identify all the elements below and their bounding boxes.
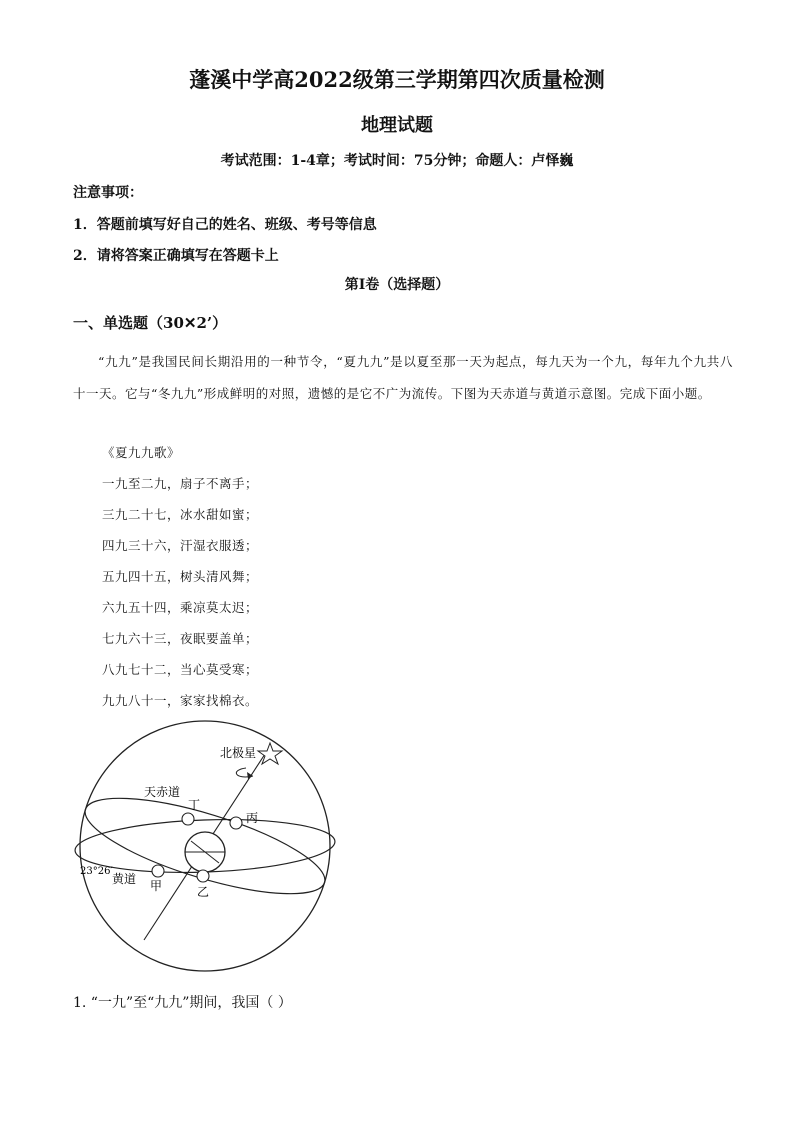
exam-subtitle: 地理试题 (361, 115, 433, 136)
poem-title: 《夏九九歌》 (102, 445, 181, 460)
poem-line: 三九二十七，冰水甜如蜜； (102, 507, 259, 522)
poem-line: 八九七十二，当心莫受寒； (102, 662, 259, 677)
poem-line: 五九四十五，树头清风舞； (102, 569, 259, 584)
jia-label: 甲 (150, 879, 163, 893)
notes-heading: 注意事项： (73, 185, 143, 201)
position-bing-marker (230, 817, 242, 829)
polaris-star-icon (258, 743, 282, 764)
position-yi-marker (197, 870, 209, 882)
poem-line: 七九六十三，夜眠要盖单； (102, 631, 259, 646)
celestial-sphere-diagram (60, 720, 360, 980)
equator-label: 天赤道 (144, 785, 181, 799)
section-title: 一、单选题（30✕2’） (73, 314, 228, 332)
poem-line: 一九至二九，扇子不离手； (102, 476, 259, 491)
exam-meta: 考试范围：1-4章；考试时间：75分钟；命题人：卢怿巍 (220, 153, 574, 169)
position-ding-marker (182, 813, 194, 825)
passage-text: “九九”是我国民间长期沿用的一种节令，“夏九九”是以夏至那一天为起点，每九天为一个九，每年九个九共八十一天。它与“冬九九”形成鲜明的对照，遗憾的是它不广为流传。下图为天赤道与黄道示意图。完成下面小题。 (73, 354, 733, 401)
poem-line: 六九五十四，乘凉莫太迟； (102, 600, 259, 615)
exam-title: 蓬溪中学高2022级第三学期第四次质量检测 (189, 67, 605, 92)
angle-label: 23°26′ (80, 866, 113, 877)
polaris-label: 北极星 (220, 746, 257, 760)
position-jia-marker (152, 865, 164, 877)
note-item: 2．请将答案正确填写在答题卡上 (73, 248, 279, 264)
note-item: 1．答题前填写好自己的姓名、班级、考号等信息 (73, 217, 377, 233)
poem-line: 四九三十六，汗湿衣服透； (102, 538, 259, 553)
ding-label: 丁 (188, 798, 201, 812)
poem-line: 九九八十一，家家找棉衣。 (102, 693, 259, 708)
question-1: 1. “一九”至“九九”期间，我国（ ） (73, 995, 292, 1011)
bing-label: 丙 (246, 811, 259, 825)
yi-label: 乙 (197, 885, 210, 899)
ecliptic-label: 黄道 (112, 872, 137, 886)
part-title: 第I卷（选择题） (344, 277, 450, 293)
